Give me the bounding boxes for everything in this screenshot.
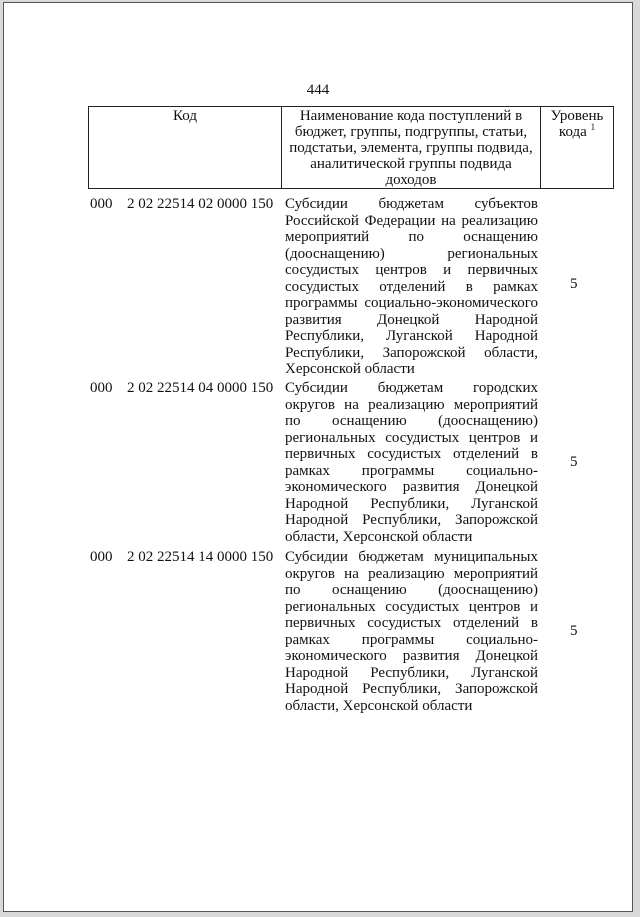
header-name: Наименование кода поступлений в бюджет, группы, подгруппы, статьи, подстатьи, элемента, группы подвида, аналитической группы подвида доходов	[282, 107, 541, 189]
code-level: 5	[570, 276, 578, 292]
revenue-code: 2 02 22514 02 0000 150	[127, 196, 274, 212]
revenue-description: Субсидии бюджетам субъектов Российской Федерации на реализацию мероприятий по оснащению (дооснащению) региональных сосудистых центров и первичных сосудистых отделений в рамках программы социально-экономического развития Донецкой Народной Республики, Луганской Народной Республики, Запорожской области, Херсонской области	[285, 196, 538, 378]
footnote-marker: 1	[590, 122, 596, 132]
header-code: Код	[173, 108, 197, 124]
admin-code: 000	[90, 380, 113, 396]
admin-code: 000	[90, 196, 113, 212]
code-level: 5	[570, 454, 578, 470]
code-level: 5	[570, 623, 578, 639]
header-level-label: Уровень кода	[550, 108, 604, 140]
revenue-code: 2 02 22514 14 0000 150	[127, 549, 274, 565]
table-header	[88, 106, 614, 189]
revenue-description: Субсидии бюджетам муниципальных округов на реализацию мероприятий по оснащению (дооснащению) региональных сосудистых центров и первичных сосудистых отделений в рамках программы социально-экономического развития Донецкой Народной Республики, Луганской Народной Республики, Запорожской области, Херсонской области	[285, 549, 538, 714]
header-row	[89, 107, 614, 189]
admin-code: 000	[90, 549, 113, 565]
header-level	[541, 107, 614, 189]
document-page	[3, 2, 633, 912]
revenue-code: 2 02 22514 04 0000 150	[127, 380, 274, 396]
revenue-description: Субсидии бюджетам городских округов на реализацию мероприятий по оснащению (дооснащению) региональных сосудистых центров и первичных сосудистых отделений в рамках программы социально-экономического развития Донецкой Народной Республики, Луганской Народной Республики, Запорожской области, Херсонской области	[285, 380, 538, 545]
page-number: 444	[306, 82, 330, 98]
